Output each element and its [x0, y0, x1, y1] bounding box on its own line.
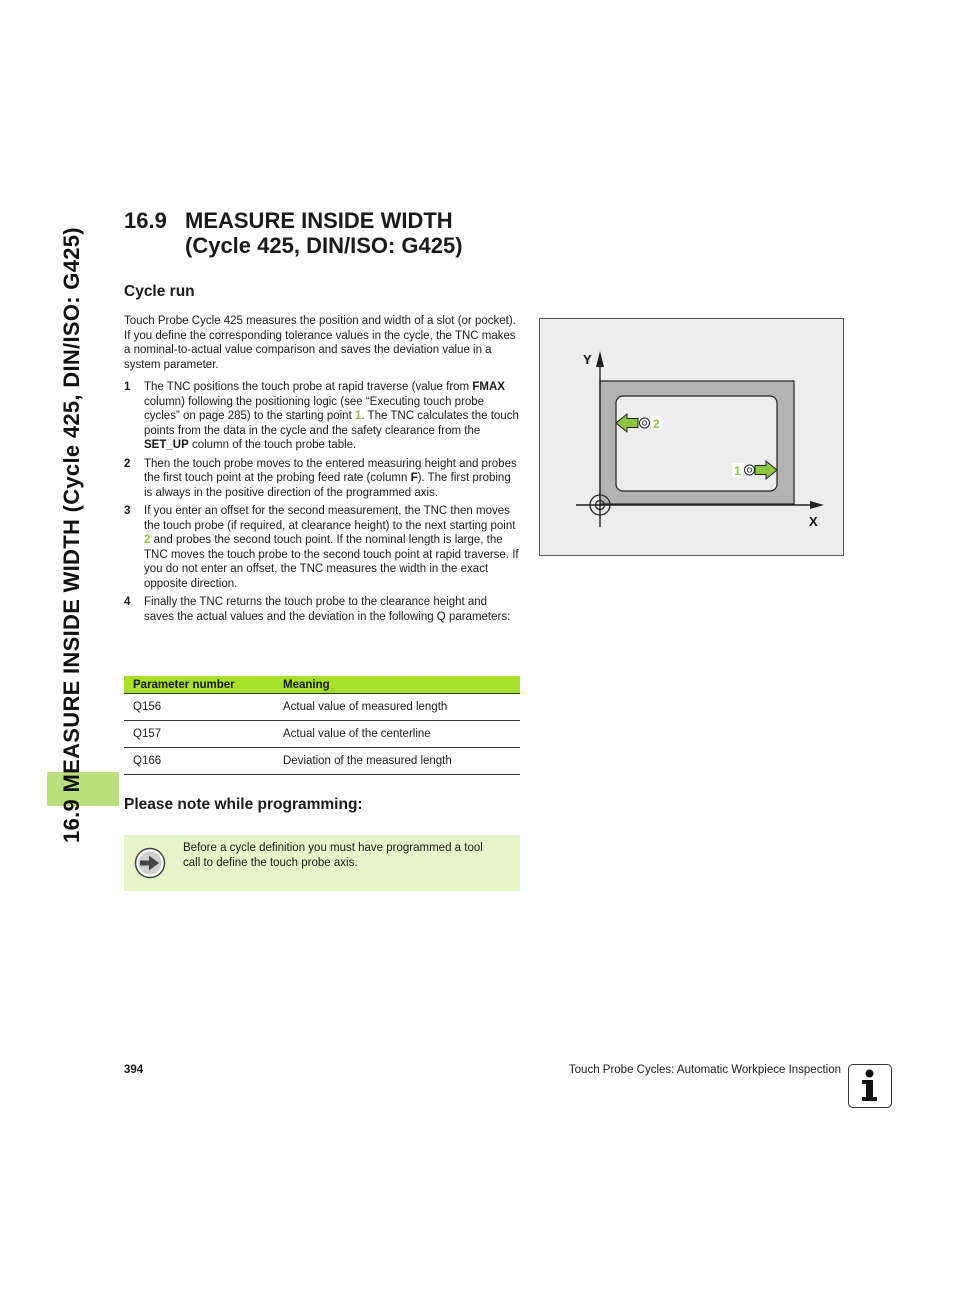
table-row [124, 721, 520, 748]
cycle-step [124, 595, 520, 624]
y-axis-arrow-icon [596, 351, 604, 367]
column-header: Meaning [274, 676, 520, 694]
info-icon [848, 1064, 892, 1108]
side-running-title: 16.9 MEASURE INSIDE WIDTH (Cycle 425, DIN/ISO: G425) [59, 227, 84, 843]
step-text: column) following the positioning logic (see “Executing touch probe cycles” on page 285) to the starting point [144, 395, 485, 422]
step-keyword: SET_UP [144, 439, 189, 451]
table-header-row [124, 676, 520, 694]
step-number: 2 [124, 457, 131, 470]
table-cell: Actual value of measured length [274, 694, 520, 721]
section-number: 16.9 [124, 208, 167, 233]
inside-width-diagram [539, 318, 844, 556]
programming-notes-heading: Please note while programming: [124, 796, 363, 813]
diagram-drawing [540, 319, 843, 555]
footer-chapter-title: Touch Probe Cycles: Automatic Workpiece Inspection [568, 1064, 841, 1076]
step-text: column of the touch probe table. [188, 439, 357, 451]
table-row [124, 748, 520, 775]
step-point-ref: 2 [144, 534, 151, 546]
table-row [124, 694, 520, 721]
y-axis-label: Y [583, 352, 592, 367]
table-cell: Q166 [124, 748, 274, 775]
x-axis-label: X [809, 514, 818, 529]
step-number: 4 [124, 596, 131, 608]
step-text: Finally the TNC returns the touch probe to the clearance height and saves the actual values and the deviation in the following Q parameters: [144, 596, 511, 623]
section-title-line2: (Cycle 425, DIN/ISO: G425) [185, 233, 463, 258]
step-text: The TNC positions the touch probe at rapid traverse (value from [144, 381, 473, 393]
section-title-line1: MEASURE INSIDE WIDTH [185, 208, 453, 233]
table-cell: Q157 [124, 721, 274, 748]
step-text: ). The first probing is always in the positive direction of the programmed axis. [144, 472, 511, 499]
step-keyword: F [410, 472, 418, 484]
cycle-run-intro: Touch Probe Cycle 425 measures the position and width of a slot (or pocket). If you define the corresponding tolerance values in the cycle, the TNC makes a nominal-to-actual value comparison and saves the deviation value in a system parameter. [124, 315, 516, 371]
column-header: Parameter number [124, 676, 274, 694]
slot-pocket [616, 396, 777, 491]
cycle-step [124, 457, 520, 501]
cycle-step [124, 504, 520, 591]
arrow-right-icon [134, 847, 166, 879]
touch-point-2-label: 2 [653, 417, 660, 431]
x-axis-arrow-icon [810, 501, 824, 509]
step-text: If you enter an offset for the second measurement, the TNC then moves the touch probe (if required, at clearance height) to the next starting point [144, 505, 516, 532]
step-keyword: FMAX [472, 381, 505, 393]
step-point-ref: 1 [354, 410, 362, 422]
step-text: and probes the second touch point. If the nominal length is large, the TNC moves the touch probe to the second touch point at rapid traverse. If you do not enter an offset, the TNC measures the width in the exact opposite direction. [144, 534, 519, 590]
q-parameter-table [124, 676, 520, 775]
cycle-step [124, 380, 520, 453]
table-cell: Actual value of the centerline [274, 721, 520, 748]
table-cell: Deviation of the measured length [274, 748, 520, 775]
touch-point-1-label: 1 [734, 464, 741, 478]
section-heading [124, 208, 544, 258]
step-number: 3 [124, 505, 131, 517]
page-number: 394 [124, 1064, 144, 1076]
cycle-steps-list [124, 380, 520, 628]
step-text: Then the touch probe moves to the entered measuring height and probes the first touch point at the probing feed rate (column [144, 457, 517, 484]
step-number: 1 [124, 381, 131, 393]
cycle-run-heading: Cycle run [124, 283, 195, 300]
programming-note-box [124, 835, 520, 891]
step-text: . The TNC calculates the touch points from the data in the cycle and the safety clearance from the [144, 410, 519, 437]
table-cell: Q156 [124, 694, 274, 721]
programming-note-text: Before a cycle definition you must have programmed a tool call to define the touch probe axis. [183, 842, 483, 869]
